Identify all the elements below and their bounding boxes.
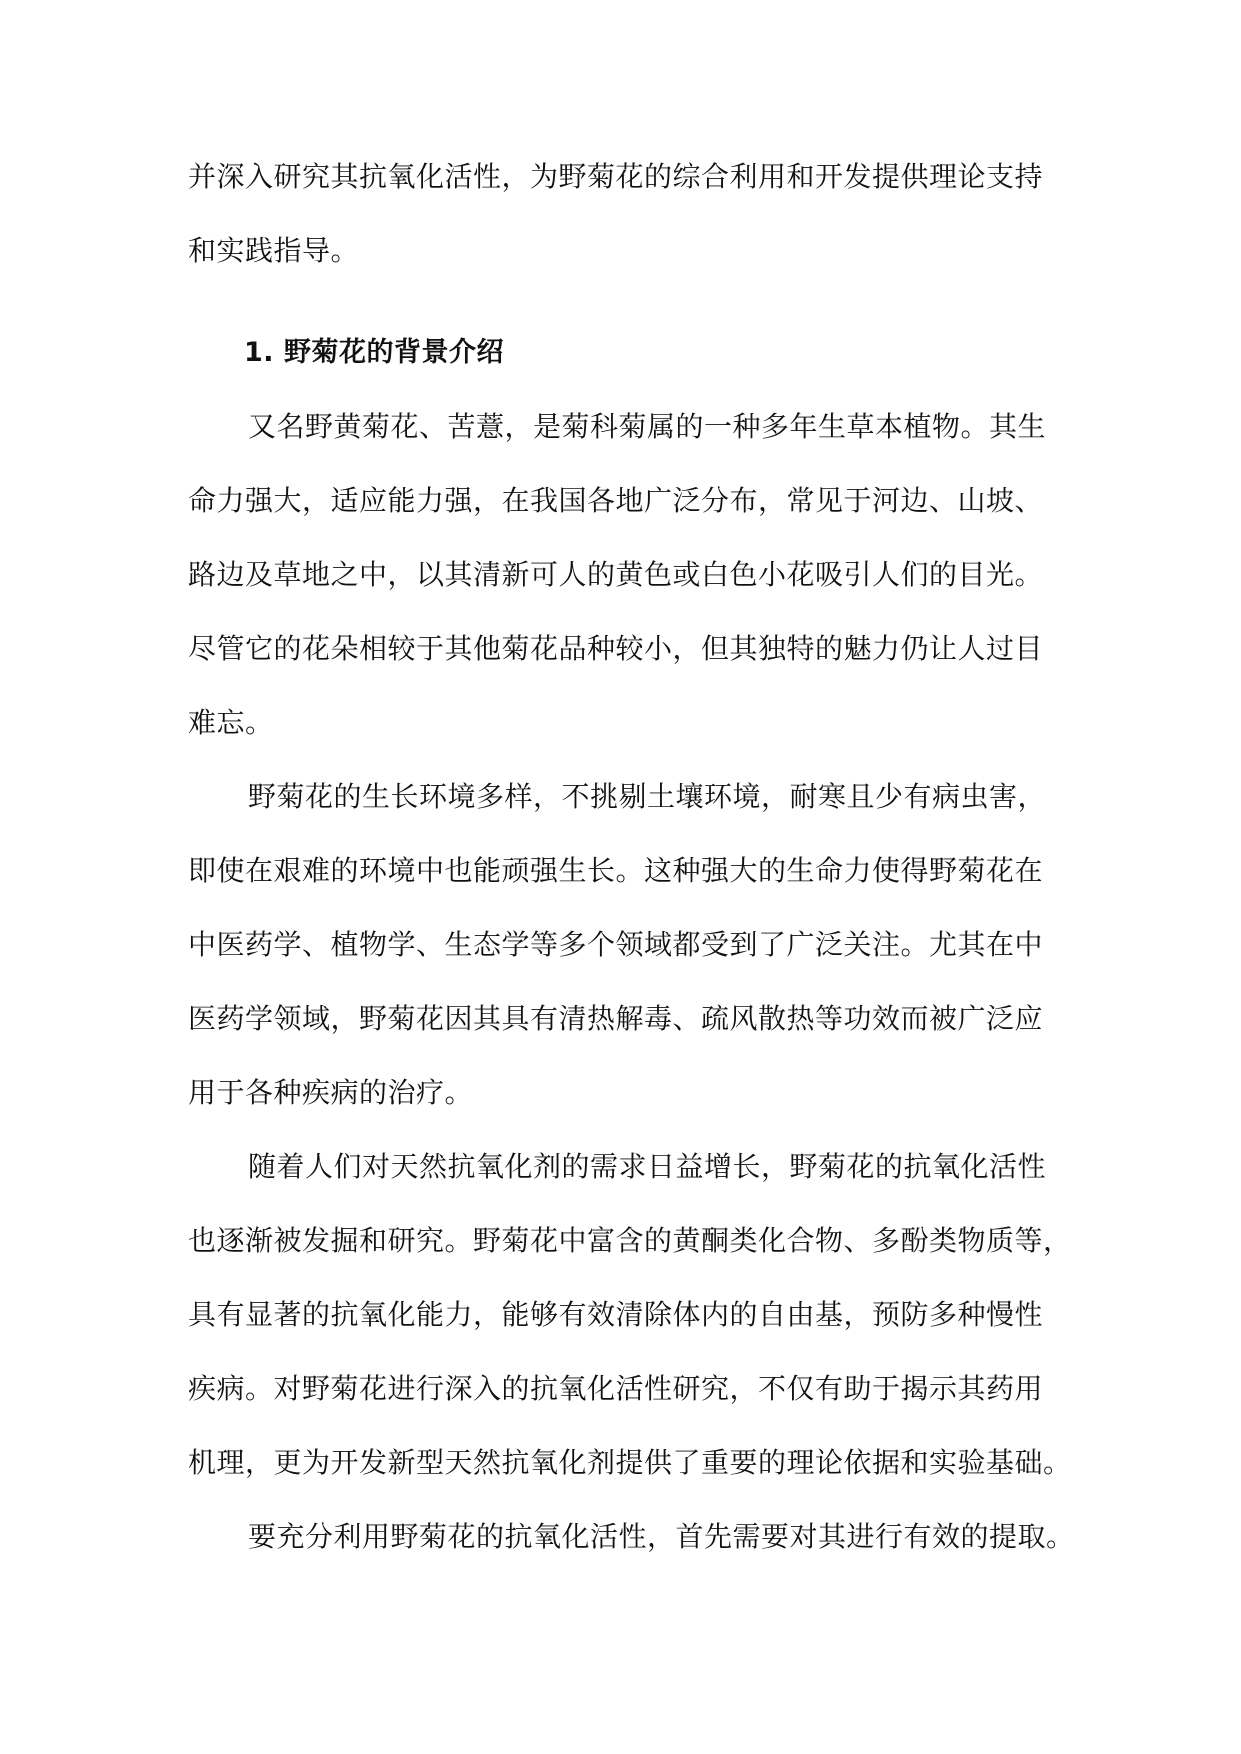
paragraph-line: 具有显著的抗氧化能力，能够有效清除体内的自由基，预防多种慢性: [188, 1298, 1044, 1331]
paragraph-line: 随着人们对天然抗氧化剂的需求日益增长，野菊花的抗氧化活性: [248, 1150, 1047, 1183]
paragraph-line: 也逐渐被发掘和研究。野菊花中富含的黄酮类化合物、多酚类物质等，: [188, 1224, 1072, 1257]
paragraph-line: 用于各种疾病的治疗。: [188, 1076, 474, 1109]
paragraph-line: 尽管它的花朵相较于其他菊花品种较小，但其独特的魅力仍让人过目: [188, 632, 1044, 665]
paragraph-line: 难忘。: [188, 706, 274, 739]
paragraph-line: 医药学领域，野菊花因其具有清热解毒、疏风散热等功效而被广泛应: [188, 1002, 1044, 1035]
paragraph-line: 要充分利用野菊花的抗氧化活性，首先需要对其进行有效的提取。: [248, 1520, 1075, 1553]
paragraph-line: 机理，更为开发新型天然抗氧化剂提供了重要的理论依据和实验基础。: [188, 1446, 1072, 1479]
paragraph-line: 中医药学、植物学、生态学等多个领域都受到了广泛关注。尤其在中: [188, 928, 1044, 961]
paragraph-2: [188, 760, 1058, 1130]
paragraph-3: [188, 1130, 1072, 1500]
paragraph-line: 野菊花的生长环境多样，不挑剔土壤环境，耐寒且少有病虫害，: [248, 780, 1047, 813]
document-page: [188, 140, 1075, 1574]
intro-line-1: 并深入研究其抗氧化活性，为野菊花的综合利用和开发提供理论支持: [188, 160, 1044, 193]
section-heading: 1. 野菊花的背景介绍: [244, 337, 504, 368]
paragraph-1: [188, 390, 1058, 760]
paragraph-line: 疾病。对野菊花进行深入的抗氧化活性研究，不仅有助于揭示其药用: [188, 1372, 1044, 1405]
paragraph-line: 路边及草地之中，以其清新可人的黄色或白色小花吸引人们的目光。: [188, 558, 1044, 591]
paragraph-line: 命力强大，适应能力强，在我国各地广泛分布，常见于河边、山坡、: [188, 484, 1044, 517]
paragraph-line: 又名野黄菊花、苦薏，是菊科菊属的一种多年生草本植物。其生: [248, 410, 1047, 443]
paragraph-line: 即使在艰难的环境中也能顽强生长。这种强大的生命力使得野菊花在: [188, 854, 1044, 887]
paragraph-4: [188, 1500, 1075, 1574]
intro-line-2: 和实践指导。: [188, 234, 360, 267]
